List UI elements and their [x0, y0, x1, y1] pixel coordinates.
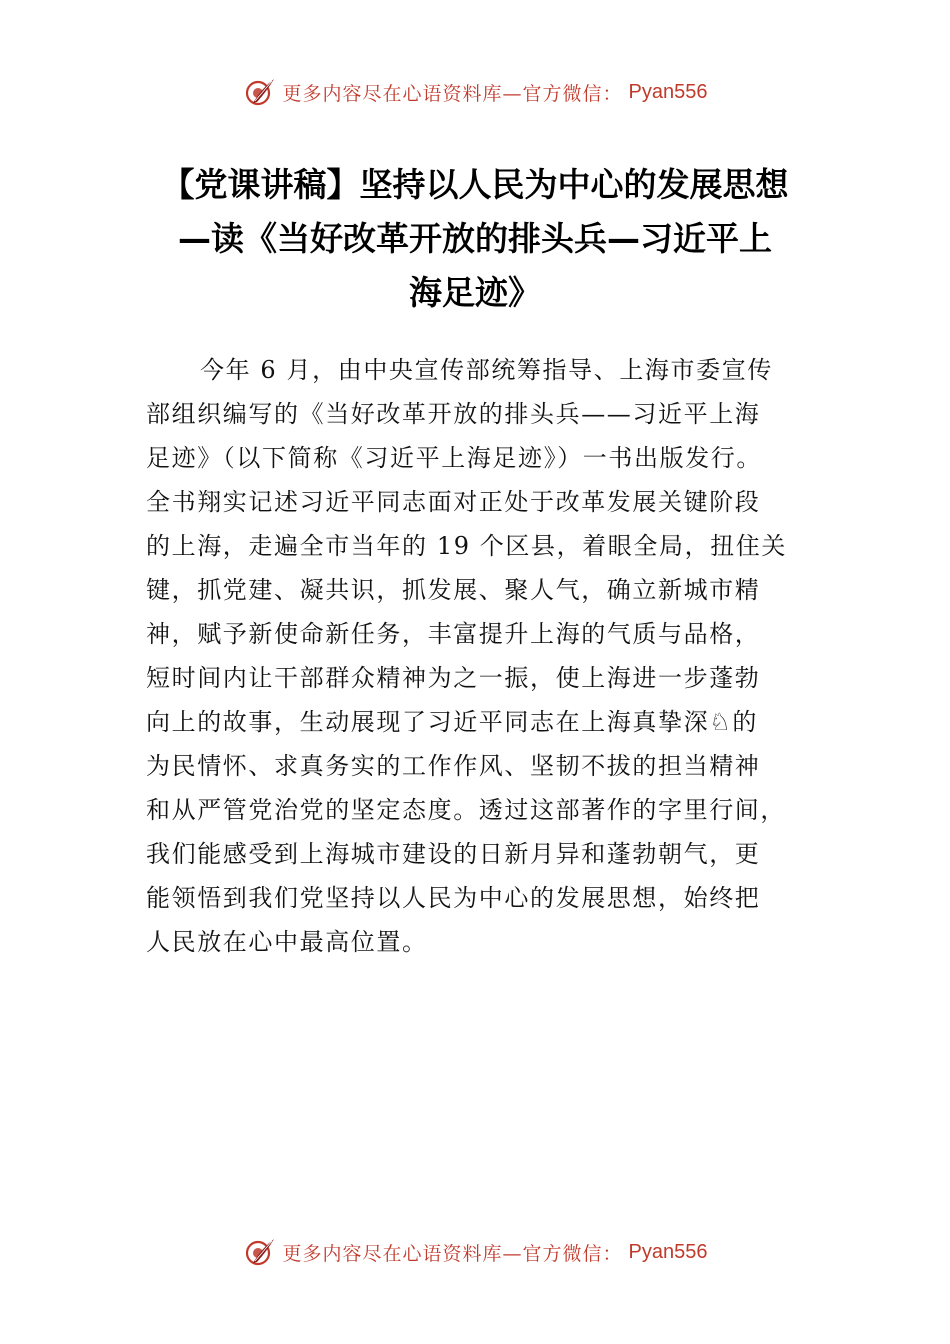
- body-line: 向上的故事，生动展现了习近平同志在上海真挚深♘的: [146, 708, 758, 736]
- body-line: 全书翔实记述习近平同志面对正处于改革发展关键阶段: [146, 488, 761, 516]
- title-line: 【党课讲稿】坚持以人民为中心的发展思想: [161, 165, 789, 204]
- body-line: 短时间内让干部群众精神为之一振，使上海进一步蓬勃: [146, 664, 761, 692]
- banner-text: 更多内容尽在心语资料库—官方微信：: [282, 1242, 623, 1265]
- body-line: 部组织编写的《当好改革开放的排头兵——习近平上海: [146, 400, 761, 428]
- banner-text: 更多内容尽在心语资料库—官方微信：: [282, 82, 623, 105]
- body-line: 能领悟到我们党坚持以人民为中心的发展思想，始终把: [146, 884, 761, 912]
- body-line: 为民情怀、求真务实的工作作风、坚韧不拔的担当精神: [146, 752, 761, 780]
- body-line: 足迹》（以下简称《习近平上海足迹》）一书出版发行。: [146, 444, 762, 472]
- body-paragraph: [146, 348, 806, 964]
- footer-banner: [0, 1232, 950, 1272]
- body-line: 和从严管党治党的坚定态度。透过这部著作的字里行间，: [146, 796, 786, 824]
- header-banner: [0, 72, 950, 112]
- title-line: —读《当好改革开放的排头兵—习近平上: [178, 219, 772, 258]
- quill-pen-logo-icon: [243, 75, 277, 109]
- title-line: 海足迹》: [409, 273, 541, 312]
- body-line: 键，抓党建、凝共识，抓发展、聚人气，确立新城市精: [146, 576, 761, 604]
- body-line: 我们能感受到上海城市建设的日新月异和蓬勃朝气，更: [146, 840, 761, 868]
- document-title: [130, 158, 820, 320]
- wechat-id: Pyan556: [628, 80, 708, 103]
- body-line: 今年 6 月，由中央宣传部统筹指导、上海市委宣传: [200, 356, 773, 384]
- body-line: 的上海，走遍全市当年的 19 个区县，着眼全局，扭住关: [146, 532, 787, 560]
- body-line: 神，赋予新使命新任务，丰富提升上海的气质与品格，: [146, 620, 761, 648]
- wechat-id: Pyan556: [628, 1240, 708, 1263]
- body-line: 人民放在心中最高位置。: [146, 928, 428, 956]
- quill-pen-logo-icon: [243, 1235, 277, 1269]
